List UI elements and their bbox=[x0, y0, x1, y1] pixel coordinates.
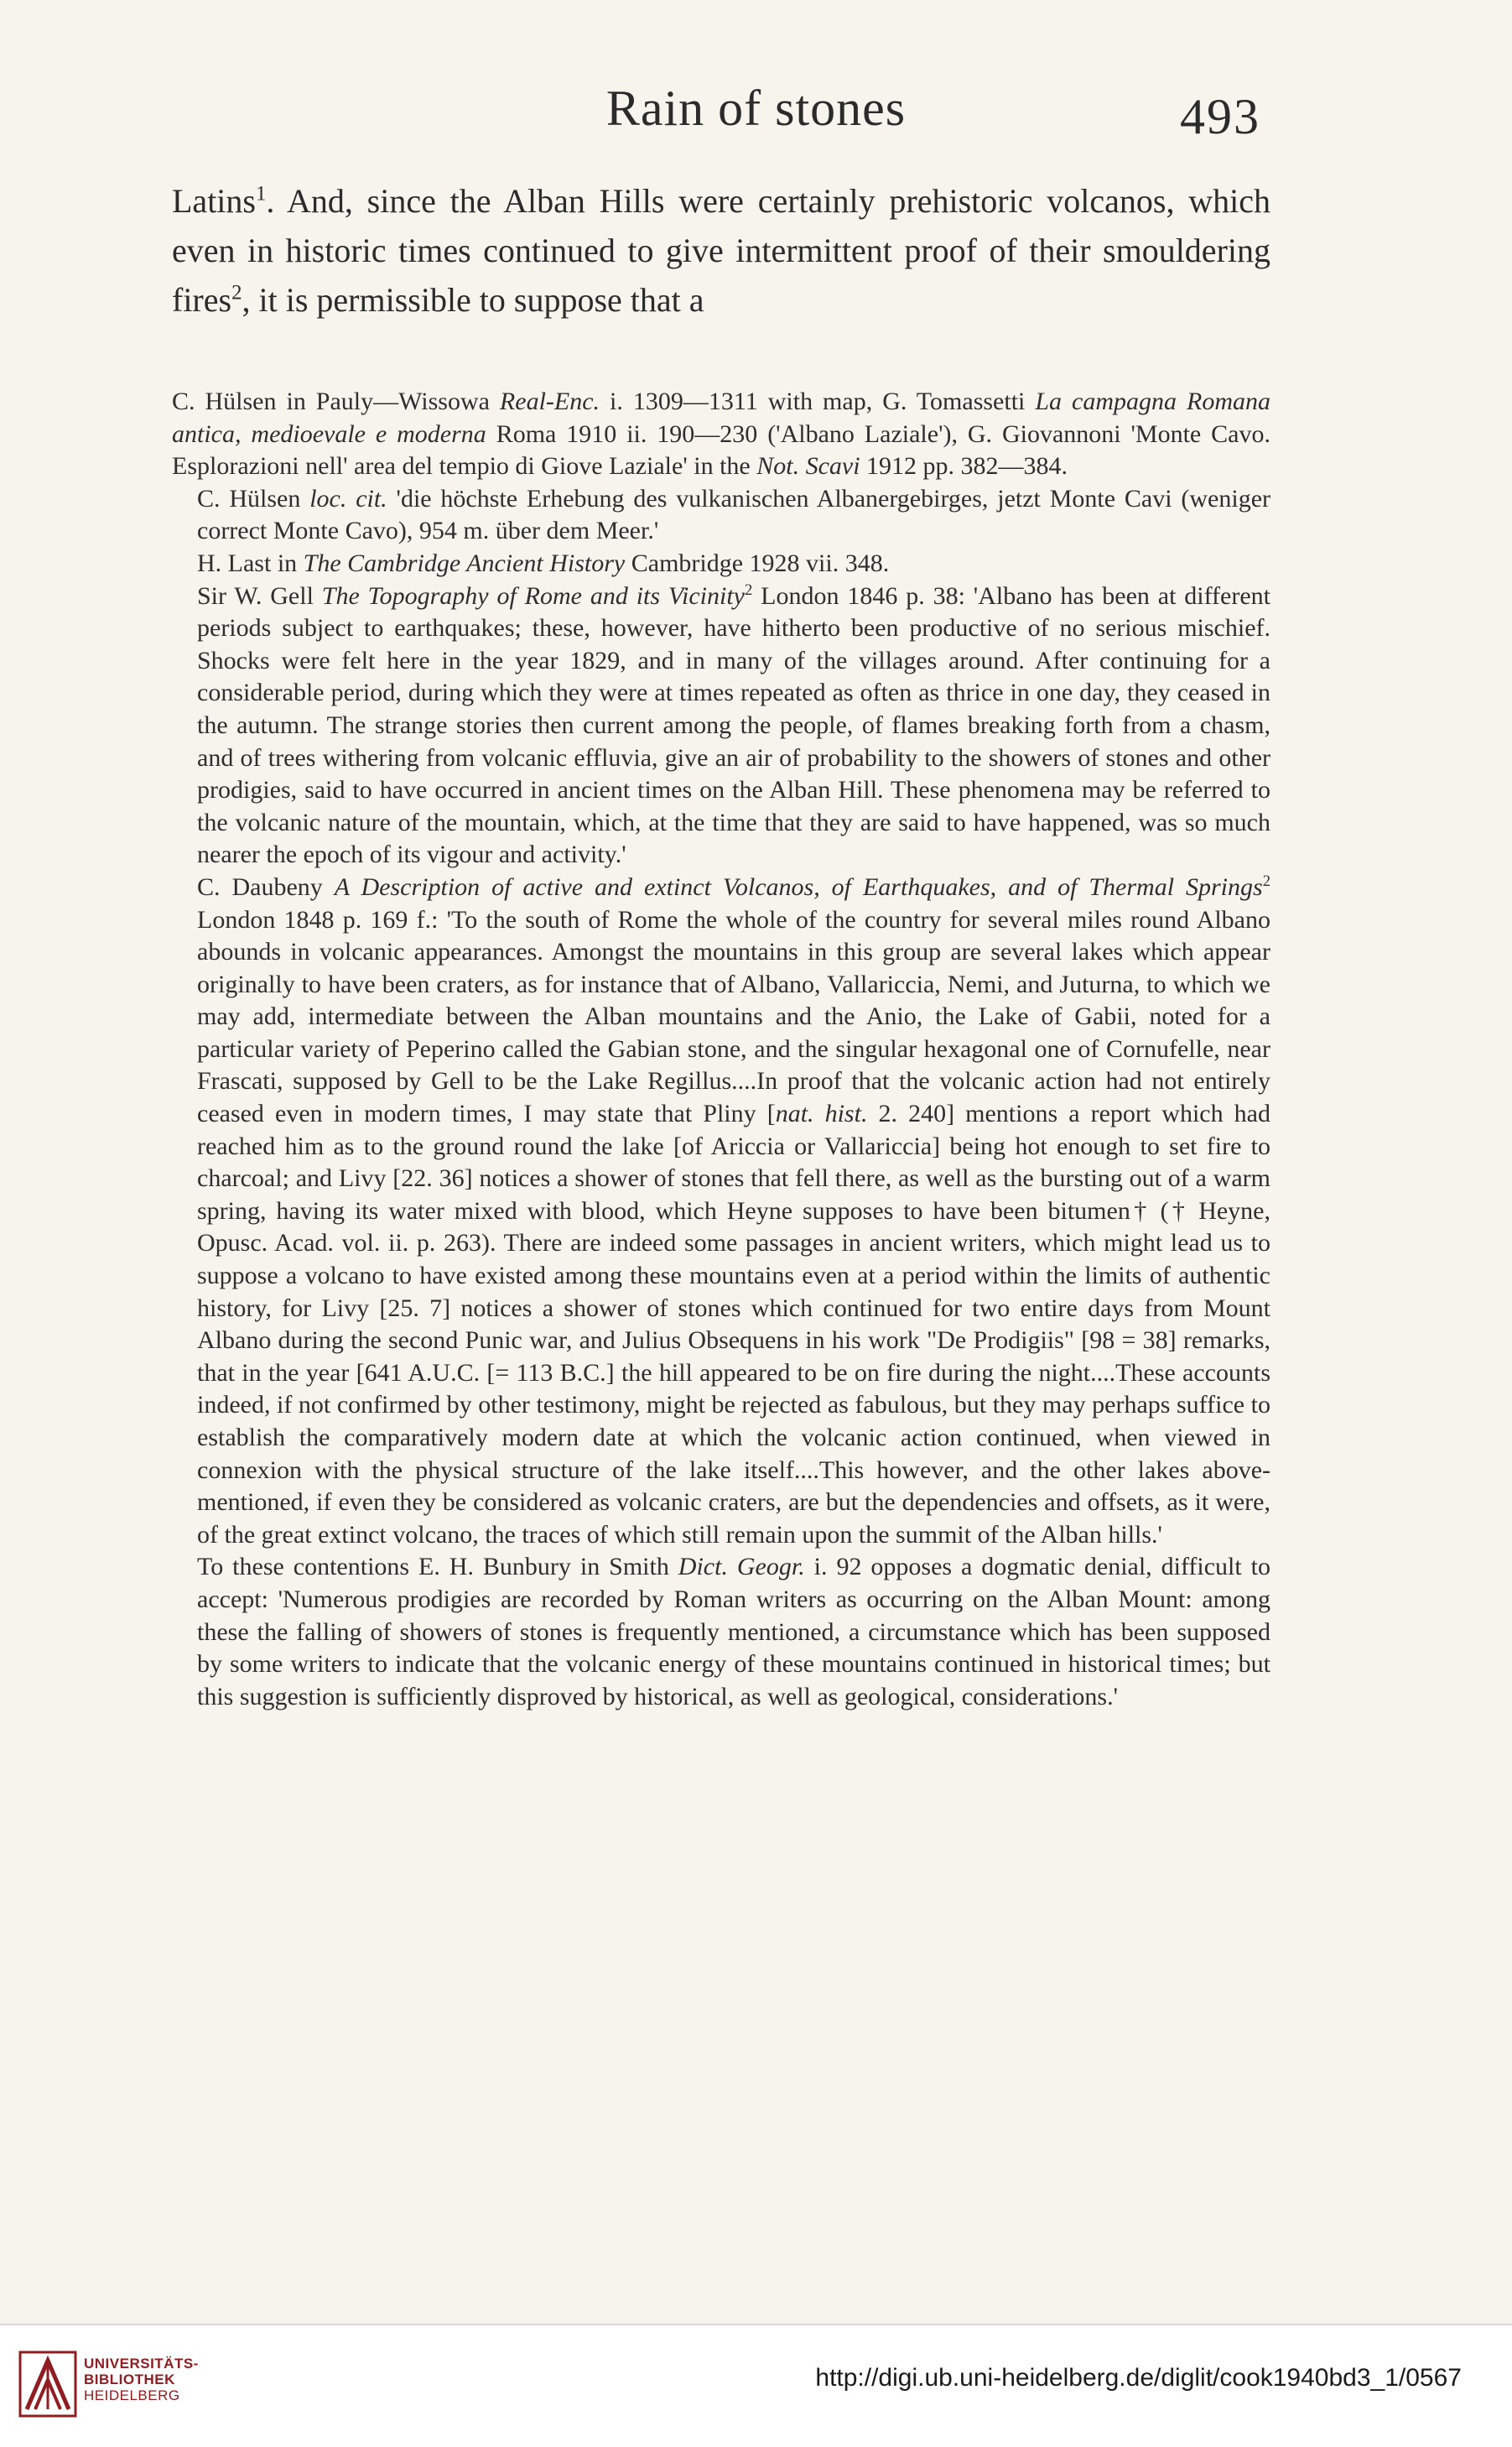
footnote-text: Sir W. Gell bbox=[197, 581, 322, 610]
footnote-text: London 1846 p. 38: 'Albano has been at different periods subject to earthquakes; these, however, have hitherto been productive of no serious mischief. Shocks were felt here in the year 1829, and in many of the villages around. After continuing for a considerable period, during which they were at times repeated as often as thrice in one day, they ceased in the autumn. The strange stories then current among the people, of flames breaking forth from a chasm, and of trees withering from volcanic effluvia, give an air of probability to the showers of stones and other prodigies, said to have occurred in ancient times on the Alban Hill. These phenomena may be referred to the volcanic nature of the mountain, which, at the time that they are said to have happened, was so much nearer the epoch of its vigour and activity.' bbox=[197, 581, 1270, 869]
footnote-text: London 1848 p. 169 f.: 'To the south of Rome the whole of the country for several miles round Albano abounds in volcanic appearances. Amongst the mountains in this group are several lakes which appear originally to have been craters, as for instance that of Albano, Vallariccia, Nemi, and Juturna, to which we may add, intermediate between the Alban mountains and the Anio, the Lake of Gabii, noted for a particular variety of Peperino called the Gabian stone, and the singular hexagonal one of Cornufelle, near Frascati, supposed by Gell to be the Lake Regillus....In proof that the volcanic action had not entirely ceased even in modern times, I may state that Pliny [ bbox=[197, 905, 1270, 1128]
footnote-text: To these contentions E. H. Bunbury in Smith bbox=[197, 1553, 678, 1581]
main-text-part: Latins bbox=[172, 182, 256, 220]
institution-name-line: BIBLIOTHEK bbox=[84, 2372, 175, 2387]
footnote-citation: The Cambridge Ancient History bbox=[303, 549, 626, 577]
footnotes-block bbox=[172, 386, 1270, 1713]
source-url-link[interactable]: http://digi.ub.uni-heidelberg.de/diglit/cook1940bd3_1/0567 bbox=[815, 2364, 1462, 2392]
footnote-hulsen bbox=[172, 386, 1270, 483]
edition-superscript: 2 bbox=[1262, 872, 1270, 890]
university-library-logo-icon[interactable] bbox=[18, 2351, 77, 2418]
footnote-citation: The Topography of Rome and its Vicinity bbox=[321, 581, 745, 610]
footnote-citation: Dict. Geogr. bbox=[678, 1553, 805, 1581]
footnote-text: C. Daubeny bbox=[197, 872, 335, 901]
footnote-text: i. 92 opposes a dogmatic denial, difficult to accept: 'Numerous prodigies are recorded by Roman writers as occurring on the Alban Mount: among these the falling of showers of stones is frequently mentioned, a circumstance which has been supposed by some writers to indicate that the volcanic energy of these mountains continued in historical times; but this suggestion is sufficiently disproved by historical, as well as geological, considerations.' bbox=[197, 1553, 1271, 1710]
footnote-citation: La campagna Romana antica, medioevale e moderna bbox=[172, 388, 1270, 448]
footnote-text: Cambridge 1928 vii. 348. bbox=[625, 549, 890, 577]
page-number: 493 bbox=[1180, 89, 1260, 144]
running-head-title: Rain of stones bbox=[605, 81, 907, 136]
footnote-text: 2. 240] mentions a report which had reached him as to the ground round the lake [of Ariccia or Vallariccia] being hot enough to set fire to charcoal; and Livy [22. 36] notices a shower of stones that fell there, as well as the bursting out of a warm spring, having its water mixed with blood, which Heyne supposes to have been bitumen† († Heyne, Opusc. Acad. vol. ii. p. 263). There are indeed some passages in ancient writers, which might lead us to suppose a volcano to have existed among these mountains even at a period within the limits of authentic history, for Livy [25. 7] notices a shower of stones which continued for two entire days from Mount Albano during the second Punic war, and Julius Obsequens in his work "De Prodigiis" [98 = 38] remarks, that in the year [641 A.U.C. [= 113 B.C.] the hill appeared to be on fire during the night....These accounts indeed, if not confirmed by other testimony, might be rejected as fabulous, but they may perhaps suffice to establish the comparatively modern date at which the volcanic action continued, when viewed in connexion with the physical structure of the lake itself....This however, and the other lakes above-mentioned, if even they be considered as volcanic craters, are but the dependencies and offsets, as it were, of the great extinct volcano, the traces of which still remain upon the summit of the Alban hills.' bbox=[197, 1100, 1270, 1549]
footnote-text: H. Last in bbox=[197, 549, 304, 577]
footnote-daubeny bbox=[172, 872, 1270, 1551]
institution-name bbox=[84, 2356, 199, 2403]
footnote-last bbox=[172, 548, 1270, 581]
edition-superscript: 2 bbox=[745, 581, 753, 599]
footnote-text: C. Hülsen in Pauly—Wissowa bbox=[172, 388, 500, 415]
footnote-ref: 2 bbox=[231, 281, 242, 305]
footnote-text: Roma 1910 ii. 190—230 ('Albano Laziale'), G. Giovannoni 'Monte Cavo. Esplorazioni nell' area del tempio di Giove Laziale' in the bbox=[172, 419, 1270, 481]
institution-name-line: HEIDELBERG bbox=[84, 2387, 180, 2403]
main-text-part: , it is permissible to suppose that a bbox=[242, 281, 704, 319]
footnote-text: C. Hülsen bbox=[197, 484, 310, 513]
main-text-block bbox=[172, 176, 1270, 325]
footnote-citation: Real-Enc. bbox=[499, 388, 600, 415]
footnote-text: 1912 pp. 382—384. bbox=[860, 452, 1068, 481]
footnote-citation: Not. Scavi bbox=[756, 452, 860, 481]
footnote-bunbury bbox=[172, 1551, 1270, 1713]
footnote-citation: nat. hist. bbox=[775, 1100, 868, 1128]
footnote-gell bbox=[172, 581, 1270, 872]
footnote-citation: loc. cit. bbox=[309, 484, 387, 513]
institution-name-line: UNIVERSITÄTS- bbox=[84, 2356, 199, 2372]
footnote-hulsen-loc bbox=[172, 483, 1270, 548]
main-text-part: . And, since the Alban Hills were certainly prehistoric volcanos, which even in historic times continued to give intermittent proof of their smouldering fires bbox=[172, 182, 1270, 319]
footer-bar bbox=[0, 2324, 1512, 2447]
footnote-text: 'die höchste Erhebung des vulkanischen Albanergebirges, jetzt Monte Cavi (weniger correct Monte Cavo), 954 m. über dem Meer.' bbox=[197, 484, 1271, 545]
footnote-text: i. 1309—1311 with map, G. Tomassetti bbox=[600, 388, 1036, 415]
footnote-citation: A Description of active and extinct Volcanos, of Earthquakes, and of Thermal Springs bbox=[334, 872, 1263, 901]
main-paragraph bbox=[172, 176, 1270, 325]
footnote-ref: 1 bbox=[255, 182, 267, 206]
